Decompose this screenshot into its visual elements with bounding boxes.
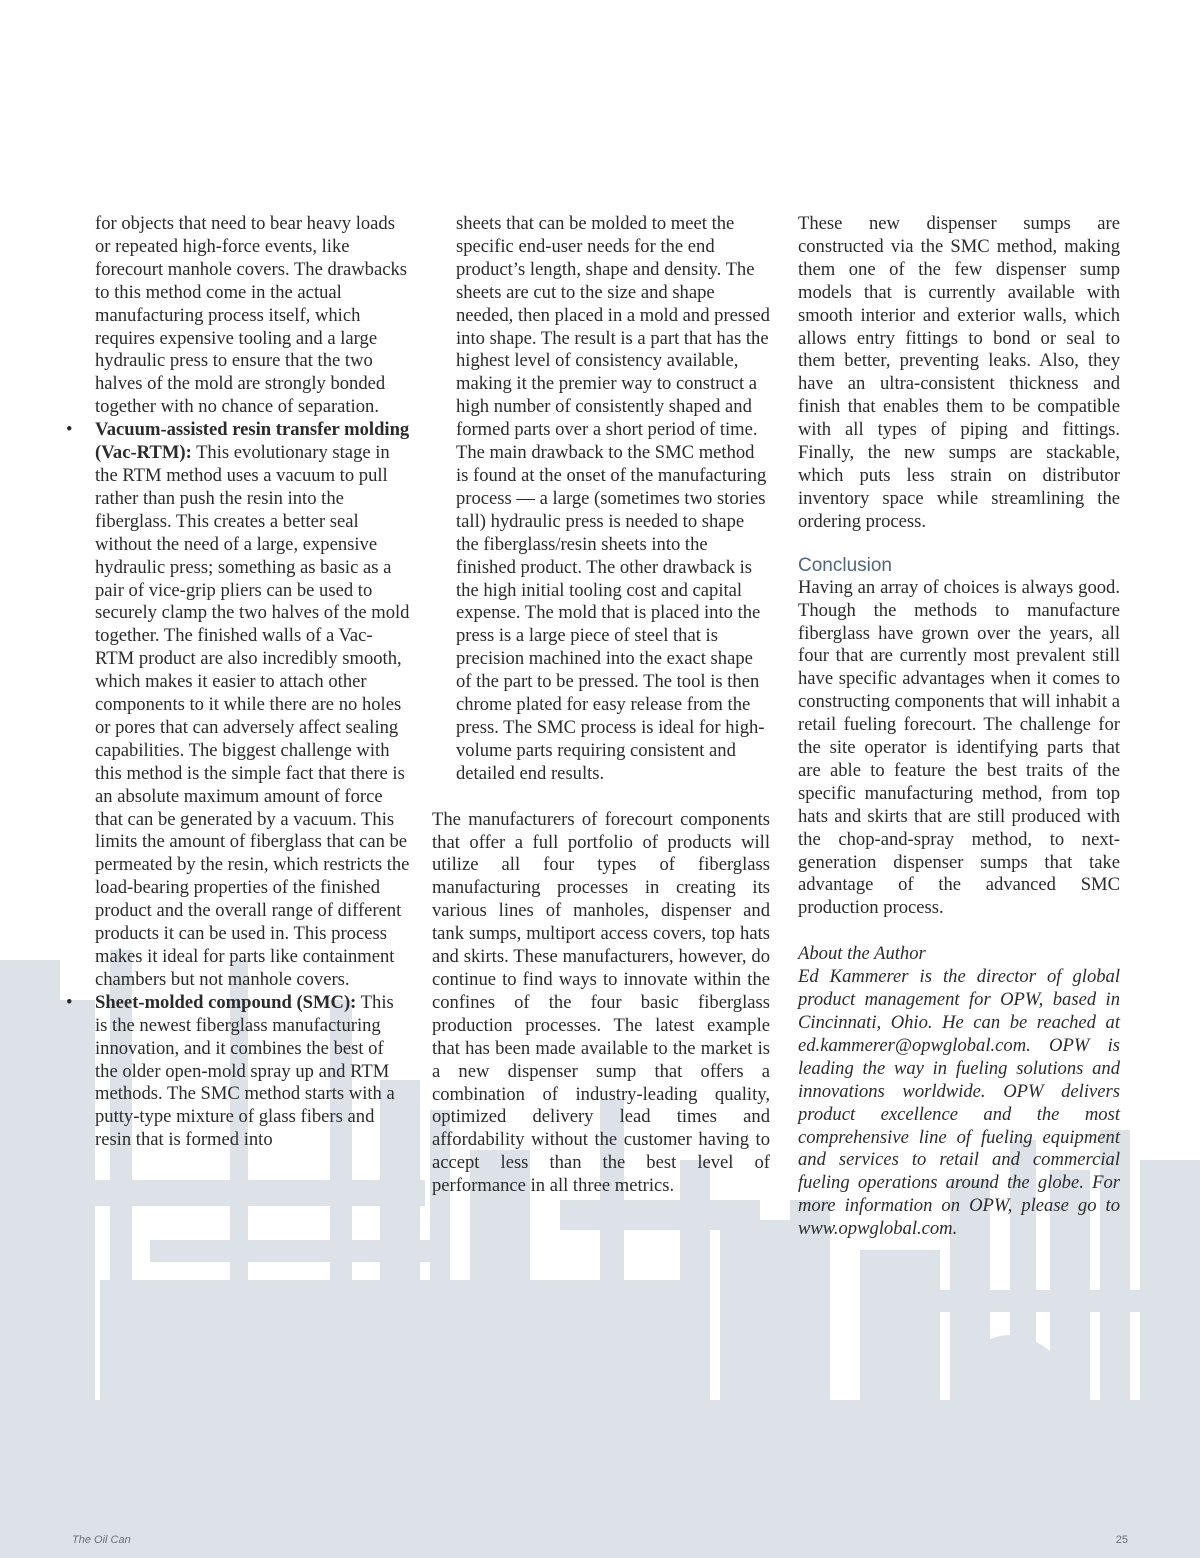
col2-paragraph: The manufacturers of forecourt components that offer a full portfolio of products will utilize all four types of fiberglass manufacturing processes in creating its various lines of manholes, dispenser and tank sumps, multiport access covers, top hats and skirts. These manufacturers, however, do continue to find ways to innovate within the confines of the four basic fiberglass production processes. The latest example that has been made available to the market is a new dispenser sump that offers a combination of industry-leading quality, optimized delivery lead times and affordability without the customer having to accept less than the best level of performance in all three metrics. — [432, 808, 770, 1197]
bullet-text: This is the newest fiberglass manufacturing innovation, and it combines the best of the older open-mold spray up and RTM methods. The SMC method starts with a putty-type mixture of glass fibers and resin that is formed into — [95, 991, 395, 1151]
bullet-list — [64, 419, 410, 1152]
bullet-term: Vacuum-assisted resin transfer molding (Vac-RTM): — [95, 419, 410, 464]
column-3 — [798, 213, 1120, 1241]
bullet-dot-icon: • — [66, 419, 73, 441]
col3-paragraph: These new dispenser sumps are constructed via the SMC method, making them one of the few dispenser sump models that is currently available with smooth interior and exterior walls, which allows entry fittings to bond or seal to them better, preventing leaks. Also, they have an ultra-consistent thickness and finish that enables them to be compatible with all types of piping and fittings. Finally, the new sumps are stackable, which puts less strain on distributor inventory space while streamlining the ordering process. — [798, 213, 1120, 532]
bullet-dot-icon: • — [66, 991, 73, 1013]
column-2 — [432, 213, 770, 1198]
col1-intro: for objects that need to bear heavy loads or repeated high-force events, like forecourt manhole covers. The drawbacks to this method come in the actual manufacturing process itself, which requires expensive tooling and a large hydraulic press to ensure that the two halves of the mold are strongly bonded together with no chance of separation. — [95, 213, 408, 418]
column-1 — [64, 213, 410, 1152]
bullet-item-smc — [64, 992, 410, 1152]
col2-continued: sheets that can be molded to meet the specific end-user needs for the end product’s length, shape and density. The sheets are cut to the size and shape needed, then placed in a mold and pressed into shape. The result is a part that has the highest level of consistency available, making it the premier way to construct a high number of consistently shaped and formed parts over a short period of time. The main drawback to the SMC method is found at the onset of the manufacturing process — a large (sometimes two stories tall) hydraulic press is needed to shape the fiberglass/resin sheets into the finished product. The other drawback is the high initial tooling cost and capital expense. The mold that is placed into the press is a large piece of steel that is precision machined into the exact shape of the part to be pressed. The tool is then chrome plated for easy release from the press. The SMC process is ideal for high-volume parts requiring consistent and detailed end results. — [456, 213, 770, 784]
conclusion-paragraph: Having an array of choices is always good. Though the methods to manufacture fiberglass have grown over the years, all four that are currently most prevalent still have specific advantages when it comes to constructing components that will inhabit a retail fueling forecourt. The challenge for the site operator is identifying parts that are able to feature the best traits of the specific manufacturing method, from top hats and skirts that are still produced with the chop-and-spray method, to next-generation dispenser sumps that take advantage of the advanced SMC production process. — [798, 576, 1120, 919]
bullet-item-vac-rtm — [64, 419, 410, 992]
publication-name: The Oil Can — [72, 1534, 131, 1546]
bullet-text: This evolutionary stage in the RTM method uses a vacuum to pull rather than push the resin into the fiberglass. This creates a better seal without the need of a large, expensive hydraulic press; something as basic as a pair of vice-grip pliers can be used to securely clamp the two halves of the mold together. The finished walls of a Vac-RTM product are also incredibly smooth, which makes it easier to attach other components to it while there are no holes or pores that can adversely affect sealing capabilities. The biggest challenge with this method is the simple fact that there is an absolute maximum amount of force that can be generated by a vacuum. This limits the amount of fiberglass that can be permeated by the resin, which restricts the load-bearing properties of the finished product and the overall range of different products it can be used in. This process makes it ideal for parts like containment chambers but not manhole covers. — [95, 442, 410, 990]
page-number: 25 — [1115, 1534, 1128, 1546]
bullet-term: Sheet-molded compound (SMC): — [95, 991, 357, 1013]
author-bio: Ed Kammerer is the director of global product management for OPW, based in Cincinnati, Ohio. He can be reached at ed.kammerer@opwglobal.com. OPW is leading the way in fueling solutions and innovations worldwide. OPW delivers product excellence and the most comprehensive line of fueling equipment and services to retail and commercial fueling operations around the globe. For more information on OPW, please go to www.opwglobal.com. — [798, 966, 1120, 1240]
conclusion-heading: Conclusion — [798, 554, 892, 576]
author-heading: About the Author — [798, 943, 926, 965]
